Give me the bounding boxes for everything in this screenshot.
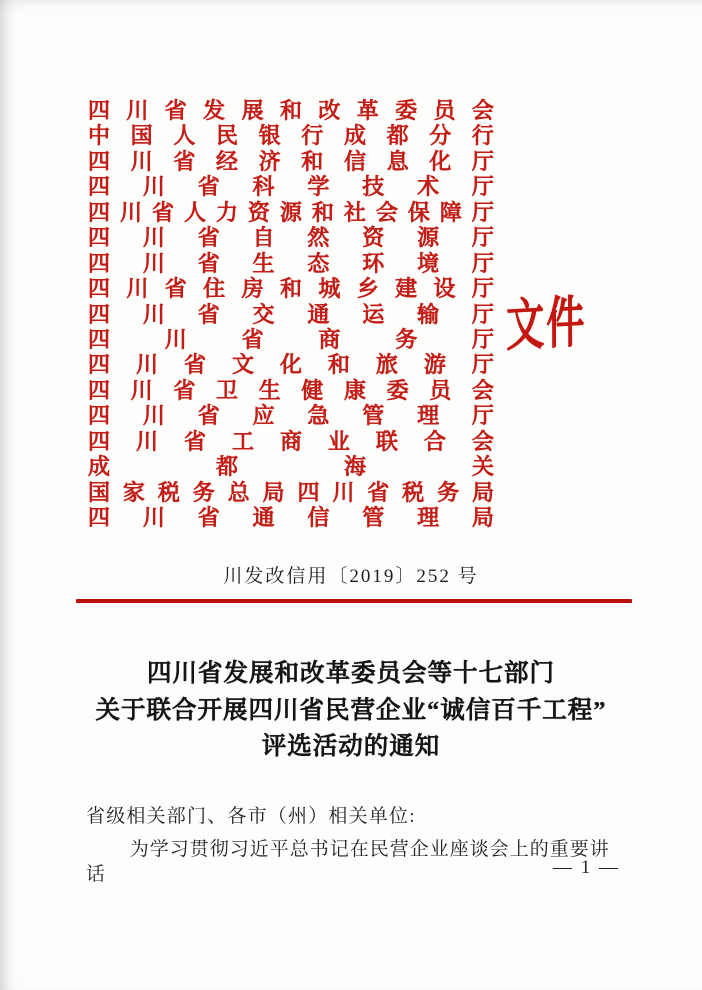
agency-line — [88, 123, 494, 148]
agency-char: 务 — [437, 479, 460, 505]
agency-char: 川 — [332, 479, 355, 505]
agency-char: 商 — [279, 428, 302, 454]
agency-char: 厅 — [471, 148, 494, 174]
agency-char: 委 — [395, 98, 418, 123]
agency-char: 四 — [88, 148, 111, 174]
agency-char: 会 — [471, 428, 494, 454]
agency-char: 改 — [318, 98, 341, 123]
agency-char: 川 — [135, 428, 158, 454]
agency-char: 省 — [173, 148, 196, 174]
agency-char: 技 — [362, 174, 385, 200]
agency-char: 住 — [203, 276, 226, 302]
agency-line — [88, 505, 494, 530]
agency-char: 环 — [362, 250, 385, 276]
agency-char: 和 — [327, 352, 350, 378]
agency-char: 四 — [88, 403, 111, 429]
agency-char: 分 — [429, 123, 452, 149]
agency-char: 厅 — [471, 326, 494, 352]
agency-char: 家 — [122, 479, 145, 505]
agency-char: 川 — [126, 276, 149, 302]
agency-char: 厅 — [471, 276, 494, 302]
agency-char: 厅 — [471, 250, 494, 276]
title-line-3: 评选活动的通知 — [261, 733, 441, 760]
agency-char: 局 — [262, 479, 285, 505]
agency-char: 应 — [252, 403, 275, 429]
agency-list — [88, 98, 494, 530]
agency-char: 会 — [471, 98, 494, 123]
agency-char: 省 — [197, 250, 220, 276]
agency-char: 康 — [343, 377, 366, 403]
agency-char: 和 — [301, 148, 324, 174]
agency-line — [88, 98, 494, 123]
agency-char: 合 — [423, 428, 446, 454]
agency-char: 省 — [197, 301, 220, 327]
agency-char: 展 — [241, 98, 264, 123]
agency-char: 厅 — [471, 403, 494, 429]
agency-char: 川 — [142, 505, 165, 530]
agency-char: 总 — [227, 479, 250, 505]
agency-char: 厅 — [471, 225, 494, 251]
agency-char: 四 — [88, 301, 111, 327]
agency-line — [88, 174, 494, 199]
agency-char: 川 — [126, 98, 149, 123]
agency-char: 四 — [88, 98, 111, 123]
agency-char: 省 — [183, 428, 206, 454]
agency-char: 局 — [471, 505, 494, 530]
agency-char: 革 — [356, 98, 379, 123]
agency-char: 厅 — [471, 199, 494, 225]
doc-number: 川发改信用〔2019〕252 号 — [223, 566, 479, 587]
doc-mark-wenjian: 文件 — [506, 291, 587, 359]
agency-char: 川 — [119, 199, 142, 225]
agency-char: 国 — [88, 479, 111, 505]
agency-char: 健 — [301, 377, 324, 403]
agency-char: 省 — [183, 352, 206, 378]
agency-char: 保 — [407, 199, 430, 225]
document-title — [0, 656, 702, 766]
agency-char: 和 — [279, 98, 302, 123]
red-rule-divider — [76, 599, 632, 603]
agency-line — [88, 276, 494, 301]
agency-char: 中 — [88, 123, 111, 149]
agency-char: 人 — [173, 123, 196, 149]
agency-char: 川 — [142, 174, 165, 200]
agency-char: 税 — [157, 479, 180, 505]
agency-char: 行 — [301, 123, 324, 149]
agency-char: 信 — [343, 148, 366, 174]
agency-line — [88, 454, 494, 479]
agency-char: 文 — [231, 352, 254, 378]
agency-line — [88, 352, 494, 377]
agency-char: 省 — [197, 403, 220, 429]
agency-char: 交 — [252, 301, 275, 327]
agency-char: 化 — [279, 352, 302, 378]
agency-char: 务 — [192, 479, 215, 505]
agency-char: 设 — [433, 276, 456, 302]
agency-char: 资 — [247, 199, 270, 225]
agency-char: 然 — [307, 225, 330, 251]
agency-char: 理 — [417, 505, 440, 530]
title-line-1: 四川省发展和改革委员会等十七部门 — [147, 660, 555, 687]
agency-char: 厅 — [471, 174, 494, 200]
agency-char: 学 — [307, 174, 330, 200]
agency-char: 员 — [433, 98, 456, 123]
agency-char: 资 — [362, 225, 385, 251]
agency-char: 川 — [135, 352, 158, 378]
agency-char: 税 — [402, 479, 425, 505]
agency-char: 境 — [417, 250, 440, 276]
agency-char: 海 — [343, 454, 366, 480]
agency-char: 术 — [417, 174, 440, 200]
agency-char: 成 — [343, 123, 366, 149]
agency-char: 社 — [343, 199, 366, 225]
agency-char: 管 — [362, 403, 385, 429]
agency-char: 建 — [395, 276, 418, 302]
agency-char: 川 — [142, 403, 165, 429]
agency-char: 源 — [417, 225, 440, 251]
agency-char: 四 — [88, 199, 111, 225]
agency-char: 生 — [252, 250, 275, 276]
agency-char: 国 — [130, 123, 153, 149]
agency-char: 科 — [252, 174, 275, 200]
agency-char: 业 — [327, 428, 350, 454]
body-paragraph: 为学习贯彻习近平总书记在民营企业座谈会上的重要讲话 — [86, 839, 610, 885]
agency-line — [88, 327, 494, 352]
salutation: 省级相关部门、各市（州）相关单位: — [86, 806, 416, 827]
agency-char: 信 — [307, 505, 330, 530]
agency-char: 关 — [471, 454, 494, 480]
agency-char: 通 — [252, 505, 275, 530]
agency-char: 都 — [215, 454, 238, 480]
agency-char: 厅 — [471, 352, 494, 378]
agency-char: 和 — [311, 199, 334, 225]
agency-char: 乡 — [356, 276, 379, 302]
agency-char: 民 — [215, 123, 238, 149]
agency-char: 省 — [367, 479, 390, 505]
agency-char: 省 — [173, 377, 196, 403]
agency-char: 成 — [88, 454, 111, 480]
title-line-2: 关于联合开展四川省民营企业“诚信百千工程” — [95, 696, 607, 724]
agency-char: 员 — [429, 377, 452, 403]
agency-char: 行 — [471, 123, 494, 149]
agency-char: 运 — [362, 301, 385, 327]
agency-char: 力 — [215, 199, 238, 225]
agency-char: 川 — [142, 225, 165, 251]
agency-char: 都 — [386, 123, 409, 149]
agency-char: 息 — [386, 148, 409, 174]
agency-char: 川 — [164, 326, 187, 352]
agency-char: 务 — [395, 326, 418, 352]
agency-char: 和 — [279, 276, 302, 302]
agency-char: 四 — [88, 326, 111, 352]
agency-char: 发 — [203, 98, 226, 123]
agency-char: 急 — [307, 403, 330, 429]
agency-char: 局 — [471, 479, 494, 505]
agency-char: 四 — [297, 479, 320, 505]
agency-char: 会 — [471, 377, 494, 403]
agency-char: 四 — [88, 276, 111, 302]
agency-char: 委 — [386, 377, 409, 403]
agency-char: 川 — [130, 377, 153, 403]
agency-char: 川 — [130, 148, 153, 174]
agency-char: 城 — [318, 276, 341, 302]
agency-char: 四 — [88, 352, 111, 378]
agency-char: 通 — [307, 301, 330, 327]
agency-char: 省 — [197, 505, 220, 530]
agency-char: 省 — [164, 98, 187, 123]
agency-char: 经 — [215, 148, 238, 174]
agency-char: 游 — [423, 352, 446, 378]
agency-char: 省 — [197, 174, 220, 200]
agency-line — [88, 149, 494, 174]
agency-line — [88, 225, 494, 250]
agency-char: 生 — [258, 377, 281, 403]
agency-char: 川 — [142, 301, 165, 327]
page-number: — 1 — — [553, 857, 620, 878]
agency-char: 工 — [231, 428, 254, 454]
agency-char: 理 — [417, 403, 440, 429]
agency-char: 联 — [375, 428, 398, 454]
agency-line — [88, 251, 494, 276]
agency-line — [88, 403, 494, 428]
agency-char: 旅 — [375, 352, 398, 378]
agency-char: 省 — [197, 225, 220, 251]
agency-char: 省 — [164, 276, 187, 302]
agency-char: 四 — [88, 250, 111, 276]
agency-char: 房 — [241, 276, 264, 302]
agency-char: 四 — [88, 377, 111, 403]
agency-char: 省 — [241, 326, 264, 352]
agency-char: 四 — [88, 428, 111, 454]
agency-line — [88, 302, 494, 327]
agency-char: 态 — [307, 250, 330, 276]
agency-char: 厅 — [471, 301, 494, 327]
agency-char: 济 — [258, 148, 281, 174]
agency-line — [88, 429, 494, 454]
agency-char: 四 — [88, 225, 111, 251]
agency-char: 省 — [151, 199, 174, 225]
agency-char: 自 — [252, 225, 275, 251]
agency-char: 输 — [417, 301, 440, 327]
agency-char: 障 — [439, 199, 462, 225]
agency-line — [88, 480, 494, 505]
agency-char: 卫 — [215, 377, 238, 403]
agency-char: 会 — [375, 199, 398, 225]
agency-line — [88, 378, 494, 403]
agency-char: 四 — [88, 174, 111, 200]
agency-char: 人 — [183, 199, 206, 225]
agency-char: 化 — [429, 148, 452, 174]
agency-line — [88, 200, 494, 225]
agency-char: 川 — [142, 250, 165, 276]
agency-char: 银 — [258, 123, 281, 149]
agency-char: 商 — [318, 326, 341, 352]
agency-char: 四 — [88, 505, 111, 530]
agency-char: 源 — [279, 199, 302, 225]
agency-char: 管 — [362, 505, 385, 530]
